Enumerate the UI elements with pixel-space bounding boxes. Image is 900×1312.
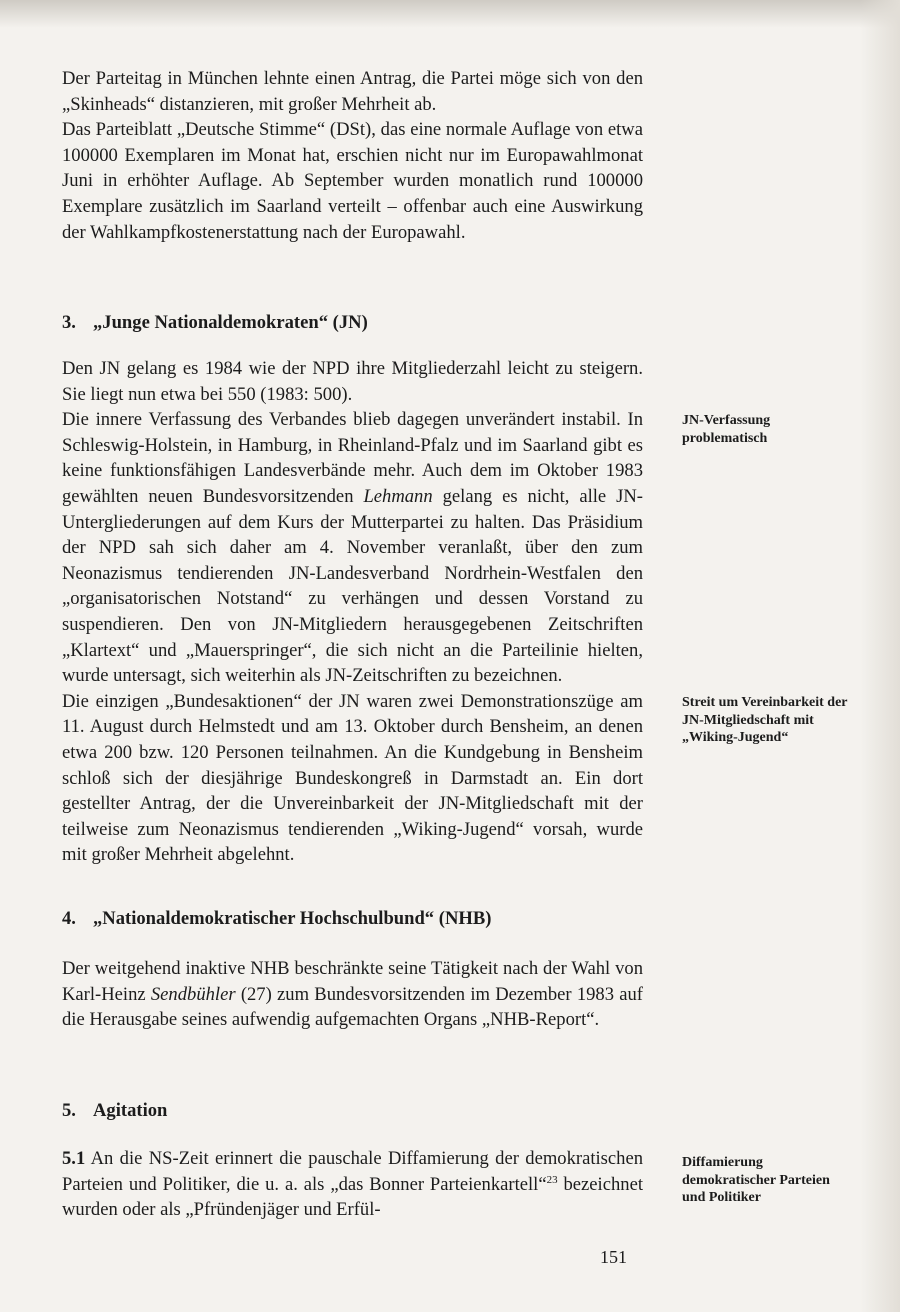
subsection-5-1-number: 5.1	[62, 1148, 86, 1169]
person-name-lehmann: Lehmann	[363, 485, 433, 507]
section-5-body	[62, 1146, 643, 1223]
section-3-paragraph-2: Die innere Verfassung des Verbandes blieb dagegen unverändert instabil. In Schleswig-Holstein, in Hamburg, in Rheinland-Pfalz und im Saarland gibt es keine funktionsfähigen Landesverbände mehr. Auch dem im Oktober 1983 gewählten neuen Bundesvorsitzenden Lehmann gelang es nicht, alle JN-Untergliederungen auf dem Kurs der Mutterpartei zu halten. Das Präsidium der NPD sah sich daher am 4. November veranlaßt, über den zum Neonazismus tendierenden JN-Landesverband Nordrhein-Westfalen den „organisatorischen Notstand“ zu verhängen und dessen Vorstand zu suspendieren. Den von JN-Mitgliedern herausgegebenen Zeitschriften „Klartext“ und „Mauerspringer“, die sich nicht an die Parteilinie hielten, wurde untersagt, sich weiterhin als JN-Zeitschriften zu bezeichnen.	[62, 409, 643, 687]
section-4-title: „Nationaldemokratischer Hochschulbund“ (NHB)	[93, 908, 492, 929]
section-5-heading	[62, 1098, 643, 1124]
section-4-paragraph-1: Der weitgehend inaktive NHB beschränkte seine Tätigkeit nach der Wahl von Karl-Heinz Sendbühler (27) zum Bundesvorsitzenden im Dezember 1983 auf die Herausgabe seines aufwendig aufgemachten Organs „NHB-Report“.	[62, 958, 643, 1031]
page-number: 151	[600, 1247, 627, 1267]
intro-paragraph-1: Der Parteitag in München lehnte einen Antrag, die Partei möge sich von den „Skinheads“ distanzieren, mit großer Mehrheit ab.	[62, 68, 643, 115]
section-3-body	[62, 356, 643, 868]
section-5-paragraph-1: 5.1 An die NS-Zeit erinnert die pauschale Diffamierung der demokratischen Parteien und Politiker, die u. a. als „das Bonner Parteienkartell“$^{23}$ bezeichnet wurden oder als „Pfründenjäger und Erfül-	[62, 1148, 643, 1221]
margin-note-diffamierung: Diffamierung demokratischer Parteien und Politiker	[682, 1155, 830, 1205]
section-3-paragraph-3: Die einzigen „Bundesaktionen“ der JN waren zwei Demonstrationszüge am 11. August durch Helmstedt und am 13. Oktober durch Bensheim, an denen etwa 200 bzw. 120 Personen teilnahmen. An die Kundgebung in Bensheim schloß sich der diesjährige Bundeskongreß in Darmstadt an. Ein dort gestellter Antrag, der die Unvereinbarkeit der JN-Mitgliedschaft mit der teilweise zum Neonazismus tendierenden „Wiking-Jugend“ vorsah, wurde mit großer Mehrheit abgelehnt.	[62, 690, 643, 866]
section-4-number: 4.	[62, 908, 76, 929]
section-3-heading	[62, 310, 643, 336]
intro-text	[62, 66, 643, 245]
section-4-heading	[62, 906, 643, 932]
scan-shadow-right	[860, 0, 900, 1312]
person-name-sendbuehler: Sendbühler	[150, 983, 236, 1005]
margin-note-jn-verfassung: JN-Verfassung problematisch	[682, 413, 771, 446]
section-3-paragraph-1: Den JN gelang es 1984 wie der NPD ihre Mitgliederzahl leicht zu steigern. Sie liegt nun etwa bei 550 (1983: 500).	[62, 358, 643, 405]
intro-paragraph-2: Das Parteiblatt „Deutsche Stimme“ (DSt), das eine normale Auflage von etwa 100000 Exemplaren im Monat hat, erschien nicht nur im Europawahlmonat Juni in erhöhter Auflage. Ab September wurden monatlich rund 100000 Exemplare zusätzlich im Saarland verteilt – offenbar auch eine Auswirkung der Wahlkampfkostenerstattung nach der Europawahl.	[62, 119, 643, 243]
footnote-marker: 23	[546, 1173, 558, 1186]
section-5-number: 5.	[62, 1100, 76, 1121]
section-3-number: 3.	[62, 312, 76, 333]
section-5-title: Agitation	[93, 1100, 168, 1121]
section-4-body	[62, 956, 643, 1033]
section-3-title: „Junge Nationaldemokraten“ (JN)	[93, 312, 368, 333]
margin-note-wiking-jugend: Streit um Vereinbarkeit der JN-Mitgliedschaft mit „Wiking-Jugend“	[682, 695, 848, 745]
scan-shadow-top	[0, 0, 900, 28]
